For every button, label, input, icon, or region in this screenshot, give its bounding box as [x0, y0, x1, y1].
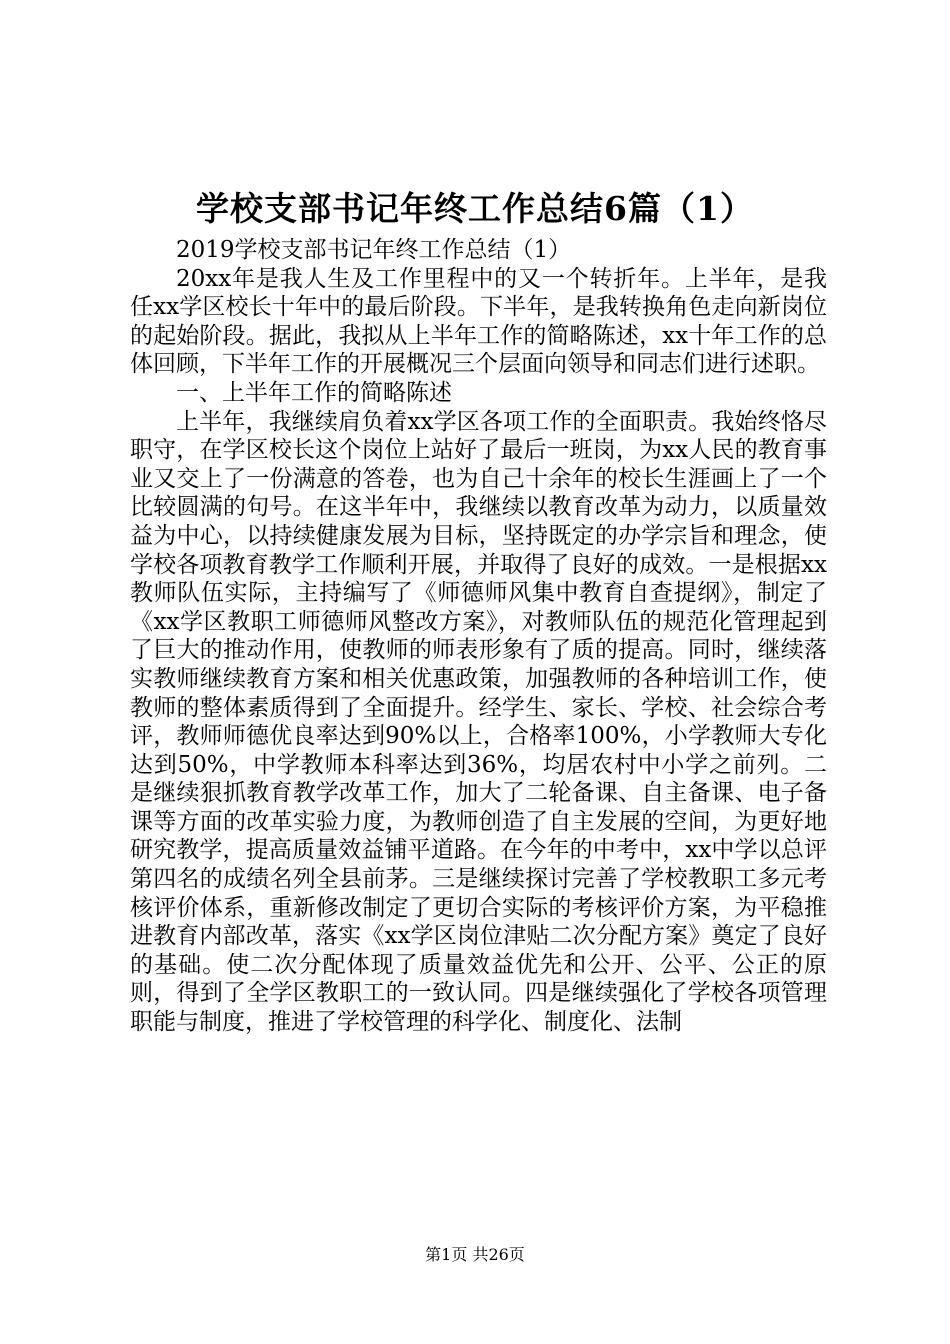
section-heading: 一、上半年工作的简略陈述: [176, 379, 452, 406]
page-footer: 第1页 共26页: [425, 1245, 525, 1264]
document-title: 学校支部书记年终工作总结6篇（1）: [196, 189, 754, 228]
paragraph-intro: 20xx年是我人生及工作里程中的又一个转折年。上半年，是我任xx学区校长十年中的最后阶段。下半年，是我转换角色走向新岗位的起始阶段。据此，我拟从上半年工作的简略陈述，xx十年工作的总体回顾，下半年工作的开展概况三个层面向领导和同志们进行述职。: [130, 265, 827, 378]
document-body: [130, 236, 827, 1037]
paragraph-main: 上半年，我继续肩负着xx学区各项工作的全面职责。我始终恪尽职守，在学区校长这个岗位上站好了最后一班岗，为xx人民的教育事业又交上了一份满意的答卷，也为自己十余年的校长生涯画上了一个比较圆满的句号。在这半年中，我继续以教育改革为动力，以质量效益为中心，以持续健康发展为目标，坚持既定的办学宗旨和理念，使学校各项教育教学工作顺利开展，并取得了良好的成效。一是根据xx教师队伍实际，主持编写了《师德师风集中教育自查提纲》，制定了《xx学区教职工师德师风整改方案》，对教师队伍的规范化管理起到了巨大的推动作用，使教师的师表形象有了质的提高。同时，继续落实教师继续教育方案和相关优惠政策，加强教师的各种培训工作，使教师的整体素质得到了全面提升。经学生、家长、学校、社会综合考评，教师师德优良率达到90%以上，合格率100%，小学教师大专化达到50%，中学教师本科率达到36%，均居农村中小学之前列。二是继续狠抓教育教学改革工作，加大了二轮备课、自主备课、电子备课等方面的改革实验力度，为教师创造了自主发展的空间，为更好地研究教学，提高质量效益铺平道路。在今年的中考中，xx中学以总评第四名的成绩名列全县前茅。三是继续探讨完善了学校教职工多元考核评价体系，重新修改制定了更切合实际的考核评价方案，为平稳推进教育内部改革，落实《xx学区岗位津贴二次分配方案》奠定了良好的基础。使二次分配体现了质量效益优先和公开、公平、公正的原则，得到了全学区教职工的一致认同。四是继续强化了学校各项管理职能与制度，推进了学校管理的科学化、制度化、法制: [130, 408, 827, 1036]
paragraph-subtitle: 2019学校支部书记年终工作总结（1）: [176, 237, 572, 263]
